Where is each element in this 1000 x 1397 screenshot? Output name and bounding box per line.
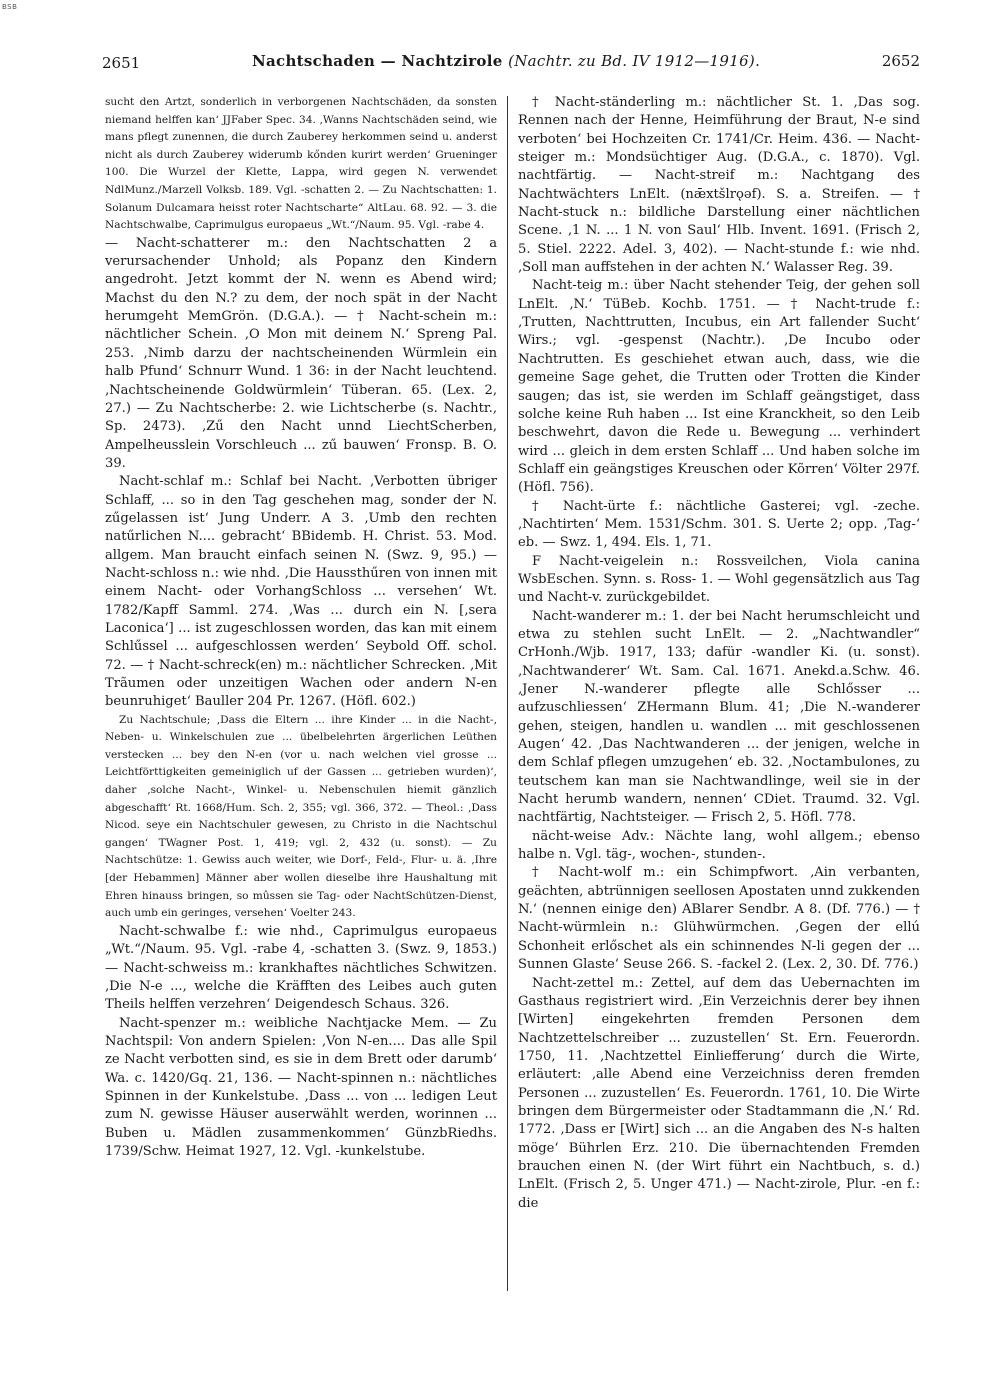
entry-paragraph: Nacht-zettel m.: Zettel, auf dem das Uebernachten im Gasthaus registriert wird. ‚Ein Verzeichnis derer bey ihnen [Wirten] eingekehrten fremden Personen dem Nachtzettelschreiber ... zuzustellen‘ St. Ern. Feuerordn. 1750, 11. ‚Nachtzettel Einliefferung‘ durch die Wirte, erläutert: ‚alle Abend eine Verzeichniss deren fremden Personen ... zuzustellen‘ Es. Feuerordn. 1761, 10. Die Wirte bringen dem Bürgermeister oder Stadtammann die ‚N.‘ Rd. 1772. ‚Dass er [Wirt] sich ... an die Angaben des N-s halten möge‘ Bührlen Erz. 210. Die übernachtenden Fremden brauchen einen N. (der Wirt führt ein Nachtbuch, s. d.) LnElt. (Frisch 2, 5. Unger 471.) — Nacht-zirole, Plur. -en f.: die bbox=[518, 975, 920, 1211]
running-title-suffix: (Nachtr. zu Bd. IV 1912—1916). bbox=[508, 52, 761, 70]
running-title bbox=[252, 52, 760, 70]
entry-paragraph: — Nacht-schatterer m.: den Nachtschatten 2 a verursachender Unhold; als Popanz den Kindern angedroht. Jetzt kommt der N. wenn es Abend wird; Machst du den N.? zu dem, der noch spät in der Nacht herumgeht MemGrön. (D.G.A.). — † Nacht-schein m.: nächtlicher Schein. ‚O Mon mit deinem N.‘ Spreng Pal. 253. ‚Nimb darzu der nachtscheinenden Würmlein ein halb Pfund‘ Schnurr Wund. 1 36: in der Nacht leuchtend. ‚Nachtscheinende Goldwürmlein‘ Tüberan. 65. (Lex. 2, 27.) — Zu Nachtscherbe: 2. wie Lichtscherbe (s. Nachtr., Sp. 2473). ‚Zű den Nacht unnd LiechtScherben, Ampelheusslein Vorschleuch ... zű bauwen‘ Fronsp. B. O. 39. bbox=[105, 235, 497, 471]
page-number-left: 2651 bbox=[102, 54, 141, 72]
right-column bbox=[518, 94, 920, 1294]
page-number-right: 2652 bbox=[881, 52, 920, 70]
entry-paragraph: Nacht-teig m.: über Nacht stehender Teig, der gehen soll LnElt. ‚N.‘ TüBeb. Kochb. 1751. — † Nacht-trude f.: ‚Trutten, Nachttrutten, Incubus, ein Art fallender Sucht‘ Wirs.; vgl. -gespenst (Nachtr.). ‚De Incubo oder Nachtrutten. Es geschiehet etwan auch, dass, wie die gemeine Sage gehet, die Trutten oder Trotten die Kinder saugen; das ist, sie werden im Schlaff geängstiget, dass solche keine Ruh haben ... Ist eine Kranckheit, so den Leib beschwehrt, davon die Rede u. Bewegung ... verhindert wird ... gleich in dem ersten Schlaff ... Und haben solche im Schlaff ein geängstiges Kreuschen oder Kõrren‘ Völter 297f. (Höfl. 756). bbox=[518, 278, 920, 496]
entry-paragraph: F Nacht-veigelein n.: Rossveilchen, Viola canina WsbEschen. Synn. s. Ross- 1. — Wohl gegensätzlich aus Tag und Nacht-v. zurückgebildet. bbox=[518, 553, 920, 606]
entry-paragraph: sucht den Artzt, sonderlich in verborgenen Nachtschäden, da sonsten niemand helffen kan‘ JJFaber Spec. 34. ‚Wanns Nachtschäden seind, wie mans pflegt zunennen, die durch Zauberey herkommen seind u. anderst nicht als durch Zauberey widerumb kőnden kurirt werden‘ Grueninger 100. Die Wurzel der Klette, Lappa, wird gegen N. verwendet NdlMunz./Marzell Volksb. 189. Vgl. -schatten 2. — Zu Nachtschatten: 1. Solanum Dulcamara heisst roter Nachtscharte“ AltLau. 68. 92. — 3. die Nachtschwalbe, Caprimulgus europaeus „Wt.“/Naum. 95. Vgl. -rabe 4. bbox=[105, 96, 497, 232]
entry-paragraph: nächt-weise Adv.: Nächte lang, wohl allgem.; ebenso halbe n. Vgl. täg-, wochen-, stunden-. bbox=[518, 828, 920, 863]
entry-paragraph: Nacht-schwalbe f.: wie nhd., Caprimulgus europaeus „Wt.“/Naum. 95. Vgl. -rabe 4, -schatten 3. (Swz. 9, 1853.) — Nacht-schweiss m.: krankhaftes nächtliches Schwitzen. ‚Die N-e ..., welche die Kräfften des Leibes auch guten Theils helffen verzehren‘ Deigendesch Schaus. 326. bbox=[105, 923, 497, 1013]
entry-paragraph: † Nacht-wolf m.: ein Schimpfwort. ‚Ain verbanten, geächten, abtrünnigen seellosen Apostaten unnd zukkenden N.‘ (nennen einige den) ABlarer Sendbr. A 8. (Df. 776.) — † Nacht-würmlein n.: Glühwürmchen. ‚Gegen der ellú Schonheit erlőschet als ein schinnendes N-li gegen der ... Sunnen Glaste‘ Seuse 266. S. -fackel 2. (Lex. 2, 30. Df. 776.) bbox=[518, 865, 920, 973]
entry-paragraph: Nacht-schlaf m.: Schlaf bei Nacht. ‚Verbotten übriger Schlaff, ... so in den Tag geschehen mag, sonder der N. zűgelassen ist‘ Jung Underr. A 3. ‚Umb den rechten natűrlichen N.... gebracht‘ BBidemb. H. Christ. 53. Mod. allgem. Man braucht einfach seinen N. (Swz. 9, 95.) — Nacht-schloss n.: wie nhd. ‚Die Haussthűren von innen mit einem Nacht- oder VorhangSchloss ... versehen‘ Wt. 1782/Kapff Samml. 274. ‚Was ... durch ein N. [‚sera Laconica‘] ... ist zugeschlossen worden, das kan mit einem Schlűssel ... aufgeschlossen werden‘ Seybold Off. schol. 72. — † Nacht-schreck(en) m.: nächtlicher Schrecken. ‚Mit Trãumen oder unzeitigen Wachen oder andern N-en beunruhiget‘ Bauller 204 Pr. 1267. (Höfl. 602.) bbox=[105, 474, 497, 710]
column-divider bbox=[507, 96, 508, 1291]
library-corner-mark: BSB bbox=[2, 3, 18, 11]
entry-paragraph: Zu Nachtschule; ‚Dass die Eltern ... ihre Kinder ... in die Nacht-, Neben- u. Winkelschulen zue ... übelbelehrten ärgerlichen Leüthen verstecken ... bey den N-en (vor u. nach welchen viel grosse ... Leichtförttigkeiten gemeiniglich uf der Gassen ... getrieben wurden)‘, daher ‚solche Nacht-, Winkel- u. Nebenschulen hiemit gänzlich abgeschafft‘ Rt. 1668/Hum. Sch. 2, 355; vgl. 366, 372. — Theol.: ‚Dass Nicod. seye ein Nachtschuler gewesen, zu Christo in die Nachtschul gangen‘ TWagner Post. 1, 419; vgl. 2, 432 (u. sonst). — Zu Nachtschütze: 1. Gewiss auch weiter, wie Dorf-, Feld-, Flur- u. ä. ‚Ihre [der Hebammen] Männer aber wollen dieselbe ihre Haushaltung mit Ehren hinauss bringen, so mûssen sie Tag- oder NachtSchützen-Dienst, auch umb ein geringes, versehen‘ Voelter 243. bbox=[105, 713, 497, 920]
entry-paragraph: Nacht-wanderer m.: 1. der bei Nacht herumschleicht und etwa zu stehlen sucht LnElt. — 2. „Nachtwandler“ CrHonh./Wjb. 1917, 133; dafür -wandler Ki. (u. sonst). ‚Nachtwanderer‘ Wt. Sam. Cal. 1671. Anekd.a.Schw. 46. ‚Jener N.-wanderer pflegte alle Schlősser ... aufzuschliessen‘ ZHermann Blum. 41; ‚Die N.-wanderer gehen, steigen, handlen u. wandlen ... mit geschlossenen Augen‘ 42. ‚Das Nachtwanderen ... der jenigen, welche in dem Schlaf pflegen umzugehen‘ eb. 32. ‚Noctambulones, zu teutschem kan man sie Nachtwandlinge, weil sie in der Nacht herumb wandern, nennen‘ CDiet. Traumd. 32. Vgl. nachtfärtig, Nachtsteiger. — Frisch 2, 5. Höfl. 778. bbox=[518, 608, 920, 826]
entry-paragraph: Nacht-spenzer m.: weibliche Nachtjacke Mem. — Zu Nachtspil: Von andern Spielen: ‚Von N-en.... Das alle Spil ze Nacht verbotten sind, es sie in dem Brett oder darumb‘ Wa. c. 1420/Gq. 21, 136. — Nacht-spinnen n.: nächtliches Spinnen in der Kunkelstube. ‚Dass ... von ... ledigen Leut zum N. gewisse Häuser auserwählt werden, worinnen ... Buben u. Mädlen zusammenkommen‘ GünzbRiedhs. 1739/Schw. Heimat 1927, 12. Vgl. -kunkelstube. bbox=[105, 1015, 497, 1159]
entry-paragraph: † Nacht-ständerling m.: nächtlicher St. 1. ‚Das sog. Rennen nach der Henne, Heimführung der Braut, N-e sind verboten‘ bei Hochzeiten Cr. 1741/Cr. Heim. 436. — Nacht-steiger m.: Mondsüchtiger Aug. (D.G.A., c. 1870). Vgl. nachtfärtig. — Nacht-streif m.: Nachtgang des Nachtwächters LnElt. (nǣxtšlrǫəf). S. a. Streifen. — † Nacht-stuck n.: bildliche Darstellung einer nächtlichen Scene. ‚1 N. ... 1 N. von Saul‘ Hlb. Invent. 1691. (Frisch 2, 5. Stiel. 2222. Adel. 3, 402). — Nacht-stunde f.: wie nhd. ‚Soll man auffstehen in der achten N.‘ Walasser Reg. 39. bbox=[518, 95, 920, 276]
entry-paragraph: † Nacht-ürte f.: nächtliche Gasterei; vgl. -zeche. ‚Nachtirten‘ Mem. 1531/Schm. 301. S. Uerte 2; opp. ‚Tag-‘ eb. — Swz. 1, 494. Els. 1, 71. bbox=[518, 498, 920, 551]
page-header bbox=[102, 52, 920, 76]
running-title-main: Nachtschaden — Nachtzirole bbox=[252, 52, 503, 70]
left-column bbox=[105, 94, 497, 1294]
